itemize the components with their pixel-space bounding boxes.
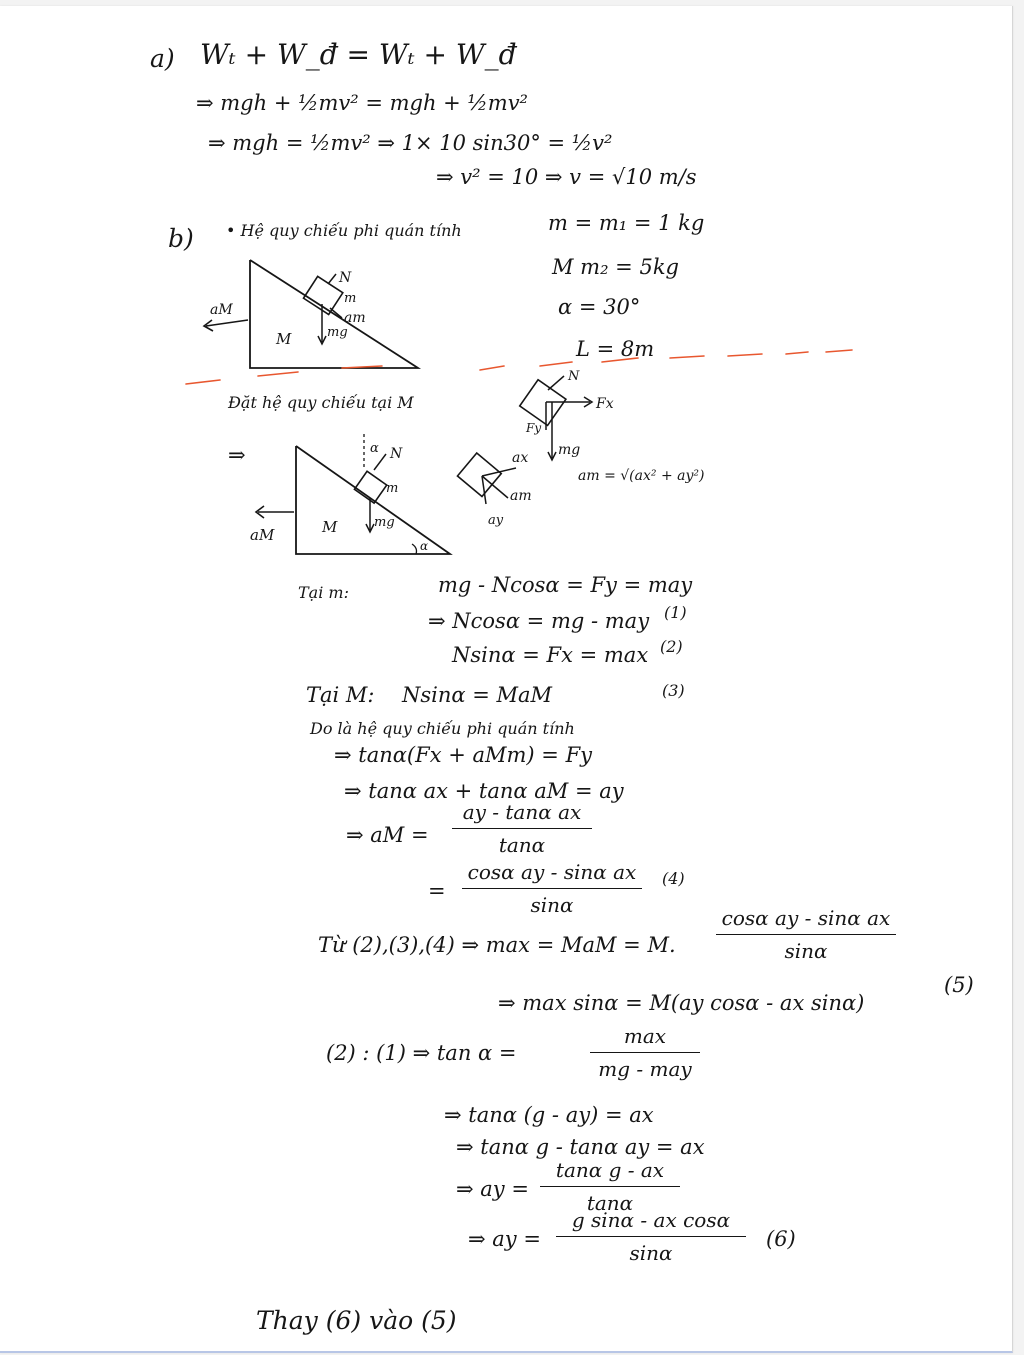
fraction-ay-1-numerator: tanα g - ax <box>555 1158 665 1182</box>
eq-vertical-m: mg - Ncosα = Fy = may <box>438 573 693 597</box>
ay-lhs-2: ⇒ ay = <box>468 1227 541 1251</box>
given-mass-m: m = m₁ = 1 kg <box>548 211 705 235</box>
fraction-combine <box>716 904 896 965</box>
fig2-M-label: M <box>322 518 338 536</box>
fig1-am-label: am <box>344 310 366 326</box>
tag-4: (4) <box>662 869 685 888</box>
fig3-N-label: N <box>568 369 580 384</box>
given-angle: α = 30° <box>558 295 641 319</box>
fig1-m-label: m <box>344 291 357 306</box>
fraction-combine-denominator: sinα <box>784 939 828 963</box>
fraction-aM-2 <box>462 858 642 919</box>
fig3-mg-label: mg <box>558 442 581 458</box>
fraction-ay-2-denominator: sinα <box>629 1241 673 1265</box>
fig2-alpha-bottom: α <box>420 539 429 553</box>
tag-5: (5) <box>944 973 974 997</box>
fraction-combine-numerator: cosα ay - sinα ax <box>721 906 891 930</box>
fig3-ay-label: ay <box>488 513 504 528</box>
aM-lhs: ⇒ aM = <box>346 823 429 847</box>
ratio-lhs: (2) : (1) ⇒ tan α = <box>326 1041 517 1065</box>
fig3-am-magnitude: am = √(ax² + ay²) <box>578 468 705 484</box>
velocity-result: ⇒ v² = 10 ⇒ v = √10 m/s <box>436 165 697 189</box>
energy-expansion: ⇒ mgh + ½mv² = mgh + ½mv² <box>196 91 528 115</box>
eq-tan-forces: ⇒ tanα(Fx + aMm) = Fy <box>334 743 592 767</box>
eq-5: ⇒ max sinα = M(ay cosα - ax sinα) <box>498 991 865 1015</box>
ay-lhs-1: ⇒ ay = <box>456 1177 529 1201</box>
implies-arrow: ⇒ <box>228 443 246 467</box>
fraction-ay-2 <box>556 1206 746 1267</box>
tag-6: (6) <box>766 1227 796 1251</box>
fig1-aM-label: aM <box>210 302 233 318</box>
eq-wedge: Nsinα = MaM <box>402 683 553 707</box>
fig2-m-label: m <box>386 481 399 496</box>
fig3-am-label: am <box>510 488 532 504</box>
fig1-mg-label: mg <box>327 325 348 340</box>
fraction-aM-2-numerator: cosα ay - sinα ax <box>467 860 637 884</box>
fig3-ax-label: ax <box>512 450 529 466</box>
combine-lhs: Từ (2),(3),(4) ⇒ max = MaM = M. <box>318 933 676 957</box>
eq-6a: ⇒ tanα (g - ay) = ax <box>444 1103 654 1127</box>
fraction-aM-1 <box>452 798 592 859</box>
tag-1: (1) <box>664 603 687 622</box>
equals-sign: = <box>428 879 446 903</box>
energy-conservation: Wₜ + W_đ = Wₜ + W_đ <box>200 38 517 71</box>
at-m-label: Tại m: <box>298 583 349 602</box>
fraction-aM-2-denominator: sinα <box>530 893 574 917</box>
eq-6b: ⇒ tanα g - tanα ay = ax <box>456 1135 705 1159</box>
part-a-label: a) <box>150 44 175 73</box>
final-substitution: Thay (6) vào (5) <box>256 1306 457 1335</box>
eq-normal-sin: Nsinα = Fx = max <box>452 643 649 667</box>
fig2-mg-label: mg <box>374 515 395 530</box>
fig1-M-label: M <box>276 330 292 348</box>
at-M-label: Tại M: <box>306 683 375 707</box>
part-b-label: b) <box>168 224 194 253</box>
frame-at-M: Đặt hệ quy chiếu tại M <box>228 393 414 412</box>
given-length: L = 8m <box>576 337 655 361</box>
notebook-page <box>0 6 1013 1353</box>
given-mass-M: M m₂ = 5kg <box>552 255 679 279</box>
fig2-N-label: N <box>390 446 403 462</box>
fraction-aM-1-numerator: ay - tanα ax <box>462 800 582 824</box>
fraction-tan-numerator: max <box>623 1024 667 1048</box>
fraction-tan-denominator: mg - may <box>598 1057 692 1081</box>
energy-substitution: ⇒ mgh = ½mv² ⇒ 1× 10 sin30° = ½v² <box>208 131 613 155</box>
noninertial-reason: Do là hệ quy chiếu phi quán tính <box>310 719 575 738</box>
eq-tan-accel: ⇒ tanα ax + tanα aM = ay <box>344 779 624 803</box>
incline-figure-2 <box>246 426 456 558</box>
fig2-alpha-top: α <box>370 441 379 456</box>
fraction-ay-2-numerator: g sinα - ax cosα <box>571 1208 731 1232</box>
force-diagram <box>446 366 706 536</box>
fig1-N-label: N <box>339 270 352 286</box>
fraction-aM-1-denominator: tanα <box>498 833 546 857</box>
fig3-Fy-label: Fy <box>526 421 542 435</box>
tag-2: (2) <box>660 637 683 656</box>
tag-3: (3) <box>662 681 685 700</box>
fraction-tan <box>590 1022 700 1083</box>
fig3-Fx-label: Fx <box>596 396 614 412</box>
frame-header: • Hệ quy chiếu phi quán tính <box>226 221 462 240</box>
fraction-ay-1-denominator: tanα <box>586 1191 634 1215</box>
eq-normal-cos: ⇒ Ncosα = mg - may <box>428 609 650 633</box>
fig2-aM-label: aM <box>250 526 275 544</box>
